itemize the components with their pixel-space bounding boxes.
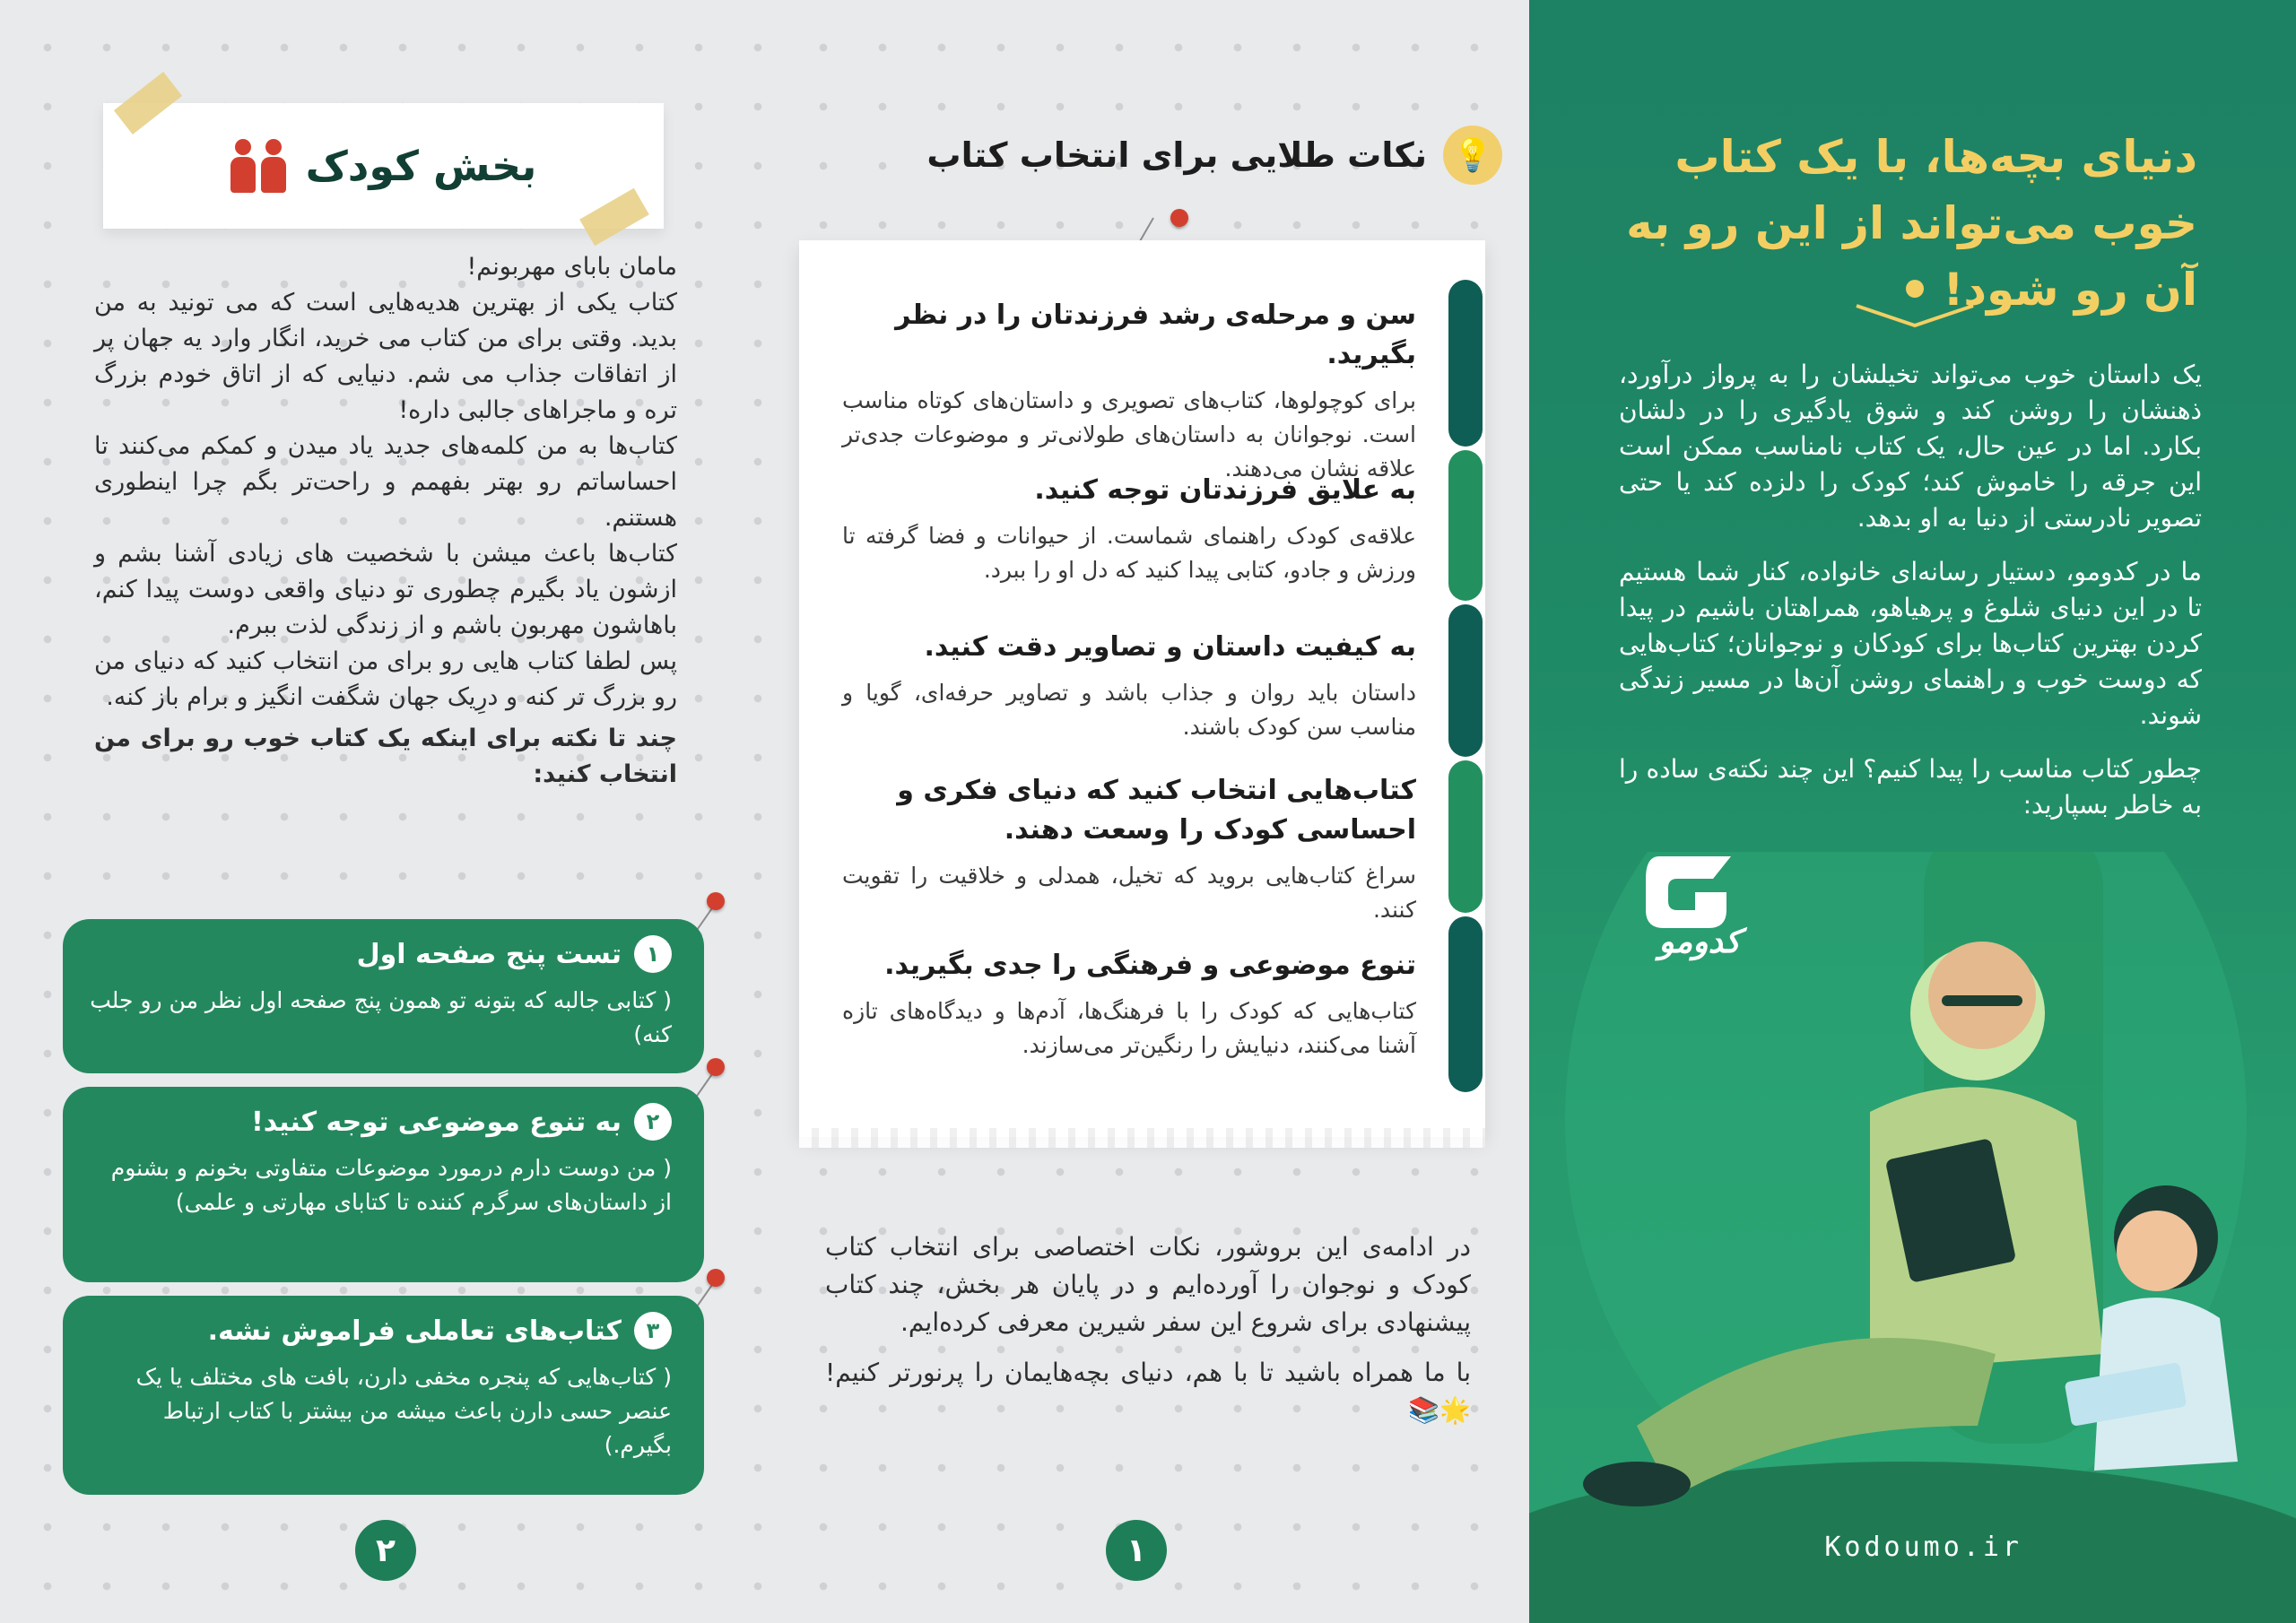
panel-cover	[1529, 0, 2296, 1623]
tip-desc: ( کتاب‌هایی که پنجره مخفی دارن، بافت های مختلف یا یک عنصر حسی دارن باعث میشه من بیشتر با کتاب ارتباط بگیرم.)	[135, 1364, 672, 1458]
golden-tip	[842, 628, 1416, 744]
chevron-divider-icon	[1852, 273, 1978, 327]
pin-icon	[707, 892, 725, 910]
golden-tip-title: کتاب‌هایی انتخاب کنید که دنیای فکری و احساسی کودک را وسعت دهند.	[897, 775, 1416, 846]
cover-paragraph: ما در کدومو، دستیار رسانه‌ای خانواده، کنار شما هستیم تا در این دنیای شلوغ و پرهیاهو، همراهتان باشیم در پیدا کردن بهترین کتاب‌ها برای کودکان و نوجوانان؛ کتاب‌هایی که دوست خوب و راهنمای روشن آن‌ها در مسیر زندگی شوند.	[1619, 557, 2202, 730]
bulb-icon: 💡	[1443, 126, 1502, 185]
intro-paragraph: کتاب‌ها باعث میشن با شخصیت های زیادی آشنا بشم و ازشون یاد بگیرم چطوری تو دنیای واقعی دوست پیدا کنم، باهاشون مهربون باشم و از زندگی لذت ببرم.	[94, 540, 677, 639]
golden-tip	[842, 296, 1416, 486]
section-title: بخش کودک	[305, 142, 537, 190]
page-number: ۲	[355, 1520, 416, 1581]
logo-wordmark: کدومو	[1658, 924, 1741, 960]
golden-tip	[842, 471, 1416, 587]
golden-tip	[842, 946, 1416, 1063]
golden-tips-title: نکات طلایی برای انتخاب کتاب	[926, 135, 1427, 175]
section-header-card	[103, 103, 664, 229]
pin-icon	[1170, 209, 1188, 227]
timeline-segment	[1448, 916, 1483, 1092]
golden-tip-desc: علاقه‌ی کودک راهنمای شماست. از حیوانات و فضا گرفته تا ورزش و جادو، کتابی پیدا کنید که دل او را ببرد.	[842, 523, 1416, 583]
tip-number: ۲	[634, 1103, 672, 1141]
intro-call: چند تا نکته برای اینکه یک کتاب خوب رو برای من انتخاب کنید:	[94, 725, 677, 788]
continuation-paragraph: در ادامه‌ی این بروشور، نکات اختصاصی برای انتخاب کتاب کودک و نوجوان را آورده‌ایم و در پایان هر بخش، چند کتاب پیشنهادی برای شروع این سفر شیرین معرفی کرده‌ایم.	[825, 1232, 1471, 1337]
website-link[interactable]: Kodoumo.ir	[1824, 1532, 2022, 1563]
intro-letter	[94, 249, 677, 793]
tip-number: ۱	[634, 935, 672, 973]
golden-tip-title: به کیفیت داستان و تصاویر دقت کنید.	[924, 631, 1416, 663]
tip-desc: ( کتابی جالبه که بتونه تو همون پنج صفحه اول نظر من رو جلب کنه)	[90, 987, 672, 1047]
golden-tip-title: به علایق فرزندتان توجه کنید.	[1034, 474, 1416, 506]
reading-illustration	[1529, 852, 2296, 1623]
golden-tip-desc: کتاب‌هایی که کودک را با فرهنگ‌ها، آدم‌ها و دیدگاه‌های تازه آشنا می‌کنند، دنیایش را رنگین‌تر می‌سازند.	[842, 998, 1416, 1058]
torn-edge	[799, 1128, 1485, 1148]
intro-paragraph: کتاب‌ها به من کلمه‌های جدید یاد میدن و کمکم می‌کنند تا احساساتم رو بهتر بفهمم و راحت‌تر بگم چرا اینطوری هستنم.	[94, 432, 677, 532]
kids-icon	[230, 139, 286, 193]
intro-paragraph: پس لطفا کتاب هایی رو برای من انتخاب کنید که دنیای من رو بزرگ تر کنه و درِیک جهان شگفت انگیز و برام باز کنه.	[94, 647, 677, 711]
pin-icon	[707, 1269, 725, 1287]
panel-child-section	[0, 0, 776, 1623]
cover-text	[1619, 357, 2202, 841]
golden-tip-title: تنوع موضوعی و فرهنگی را جدی بگیرید.	[884, 950, 1416, 981]
pin-icon	[707, 1058, 725, 1076]
golden-tip-desc: برای کوچولوها، کتاب‌های تصویری و داستان‌های کوتاه مناسب است. نوجوانان به داستان‌های طولانی‌تر و موضوعات جدی‌تر علاقه نشان می‌دهند.	[842, 387, 1416, 482]
timeline-segment	[1448, 760, 1483, 913]
tip-card	[63, 919, 704, 1073]
tip-number: ۳	[634, 1312, 672, 1350]
golden-tip-desc: سراغ کتاب‌هایی بروید که تخیل، همدلی و خلاقیت را تقویت کنند.	[842, 863, 1416, 923]
golden-tips-header	[892, 126, 1502, 185]
tip-title: کتاب‌های تعاملی فراموش نشه.	[207, 1315, 622, 1347]
timeline-bar	[1448, 280, 1483, 1096]
golden-tip	[842, 771, 1416, 927]
tip-desc: ( من دوست دارم درمورد موضوعات متفاوتی بخونم و بشنوم از داستان‌های سرگرم کننده تا کتابای مهارتی و علمی)	[110, 1155, 672, 1215]
page-number: ۱	[1106, 1520, 1167, 1581]
tip-title: تست پنج صفحه اول	[356, 938, 622, 970]
panel-golden-tips	[776, 0, 1529, 1623]
tip-card	[63, 1087, 704, 1282]
cover-title: دنیای بچه‌ها، با یک کتاب خوب می‌تواند از این رو به آن رو شود!	[1626, 131, 2197, 316]
cover-paragraph: یک داستان خوب می‌تواند تخیلشان را به پرواز درآورد، ذهنشان را روشن کند و شوق یادگیری را در دلشان بکارد. اما در عین حال، یک کتاب نامناسب ممکن است این جرقه را خاموش کند؛ کودک را دلزده کند یا حتی تصویر نادرستی از دنیا به او بدهد.	[1619, 360, 2202, 533]
golden-tip-title: سن و مرحله‌ی رشد فرزندتان را در نظر بگیرید.	[895, 299, 1416, 370]
timeline-segment	[1448, 280, 1483, 447]
tip-title: به تنوع موضوعی توجه کنید!	[251, 1106, 622, 1138]
cover-paragraph: چطور کتاب مناسب را پیدا کنیم؟ این چند نکته‌ی ساده را به خاطر بسپارید:	[1619, 754, 2202, 820]
continuation-text	[825, 1228, 1471, 1442]
continuation-paragraph: با ما همراه باشید تا با هم، دنیای بچه‌هایمان را پرنورتر کنیم! 🌟📚	[825, 1358, 1471, 1425]
tip-card	[63, 1296, 704, 1495]
golden-tip-desc: داستان باید روان و جذاب باشد و تصاویر حرفه‌ای، گویا و مناسب سن کودک باشند.	[842, 680, 1416, 740]
intro-paragraph: کتاب یکی از بهترین هدیه‌هایی است که می تونید به من بدید. وقتی برای من کتاب می خرید، انگار وارد یه جهان پر از اتفاقات جذاب می شم. دنیایی که از اتاق خودم بزرگ تره و ماجراهای جالبی داره!	[94, 289, 677, 424]
intro-greeting: مامان بابای مهربونم!	[466, 253, 677, 281]
timeline-segment	[1448, 450, 1483, 601]
timeline-segment	[1448, 604, 1483, 757]
